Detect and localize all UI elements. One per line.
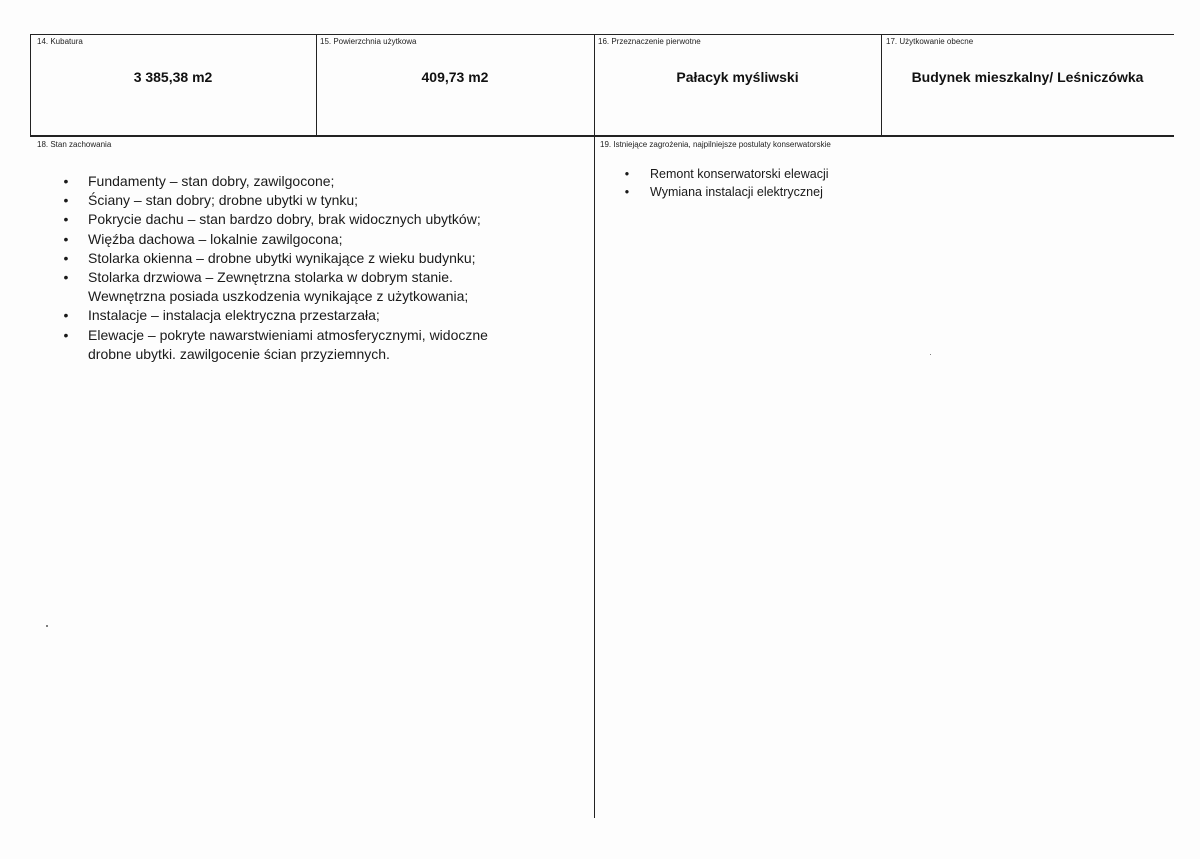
przeznaczenie-value: Pałacyk myśliwski <box>676 69 799 85</box>
list-item <box>61 230 581 249</box>
list-item-text-continued: Wewnętrzna posiada uszkodzenia wynikające z użytkowania; <box>88 288 469 305</box>
list-item <box>61 268 581 306</box>
list-item-text: Ściany – stan dobry; drobne ubytki w tynku; <box>88 192 359 209</box>
divider-15-16 <box>594 34 595 818</box>
list-item-text: Fundamenty – stan dobry, zawilgocone; <box>88 173 335 189</box>
list-item-text: Pokrycie dachu – stan bardzo dobry, brak widocznych ubytków; <box>88 211 481 228</box>
bullet-icon: • <box>63 326 69 343</box>
divider-14-15 <box>316 34 317 136</box>
stan-zachowania-list <box>61 172 581 364</box>
bullet-icon: • <box>63 192 69 209</box>
scan-speck <box>930 354 931 355</box>
scan-speck <box>46 625 48 627</box>
list-item <box>61 210 581 229</box>
top-rule <box>30 34 1174 35</box>
kubatura-value: 3 385,38 m2 <box>133 69 213 85</box>
bullet-icon: • <box>63 173 69 189</box>
divider-16-17 <box>881 34 882 136</box>
uzytkowanie-label: 17. Użytkowanie obecne <box>886 37 974 46</box>
list-item <box>61 249 581 268</box>
bullet-icon: • <box>63 307 69 324</box>
bullet-icon: • <box>63 249 69 266</box>
uzytkowanie-value: Budynek mieszkalny/ Leśniczówka <box>911 69 1144 85</box>
list-item <box>61 191 581 210</box>
list-item <box>622 165 1122 183</box>
kubatura-label: 14. Kubatura <box>37 37 83 46</box>
powierzchnia-label: 15. Powierzchnia użytkowa <box>320 37 417 46</box>
list-item-text: Elewacje – pokryte nawarstwieniami atmosferycznymi, widoczne <box>88 326 488 343</box>
bullet-icon: • <box>624 167 630 181</box>
list-item-text: Stolarka drzwiowa – Zewnętrzna stolarka w dobrym stanie. <box>88 269 453 286</box>
powierzchnia-value: 409,73 m2 <box>421 69 489 85</box>
list-item-text: Więźba dachowa – lokalnie zawilgocona; <box>88 230 343 247</box>
przeznaczenie-label: 16. Przeznaczenie pierwotne <box>598 37 701 46</box>
zagrozenia-list <box>622 165 1122 201</box>
stan-zachowania-label: 18. Stan zachowania <box>37 140 112 149</box>
list-item-text: Remont konserwatorski elewacji <box>650 167 829 181</box>
list-item <box>61 172 581 191</box>
left-border <box>30 34 31 136</box>
row-divider <box>30 135 1174 137</box>
bullet-icon: • <box>63 269 69 286</box>
list-item-text: Wymiana instalacji elektrycznej <box>650 185 823 199</box>
list-item <box>622 183 1122 201</box>
bullet-icon: • <box>63 230 69 247</box>
list-item-text: Stolarka okienna – drobne ubytki wynikające z wieku budynku; <box>88 249 476 266</box>
bullet-icon: • <box>624 185 630 199</box>
bullet-icon: • <box>63 211 69 228</box>
list-item-text-continued: drobne ubytki. zawilgocenie ścian przyziemnych. <box>88 345 390 362</box>
zagrozenia-label: 19. Istniejące zagrożenia, najpilniejsze postulaty konserwatorskie <box>600 140 831 149</box>
list-item <box>61 326 581 364</box>
list-item-text: Instalacje – instalacja elektryczna przestarzała; <box>88 307 380 324</box>
list-item <box>61 306 581 325</box>
